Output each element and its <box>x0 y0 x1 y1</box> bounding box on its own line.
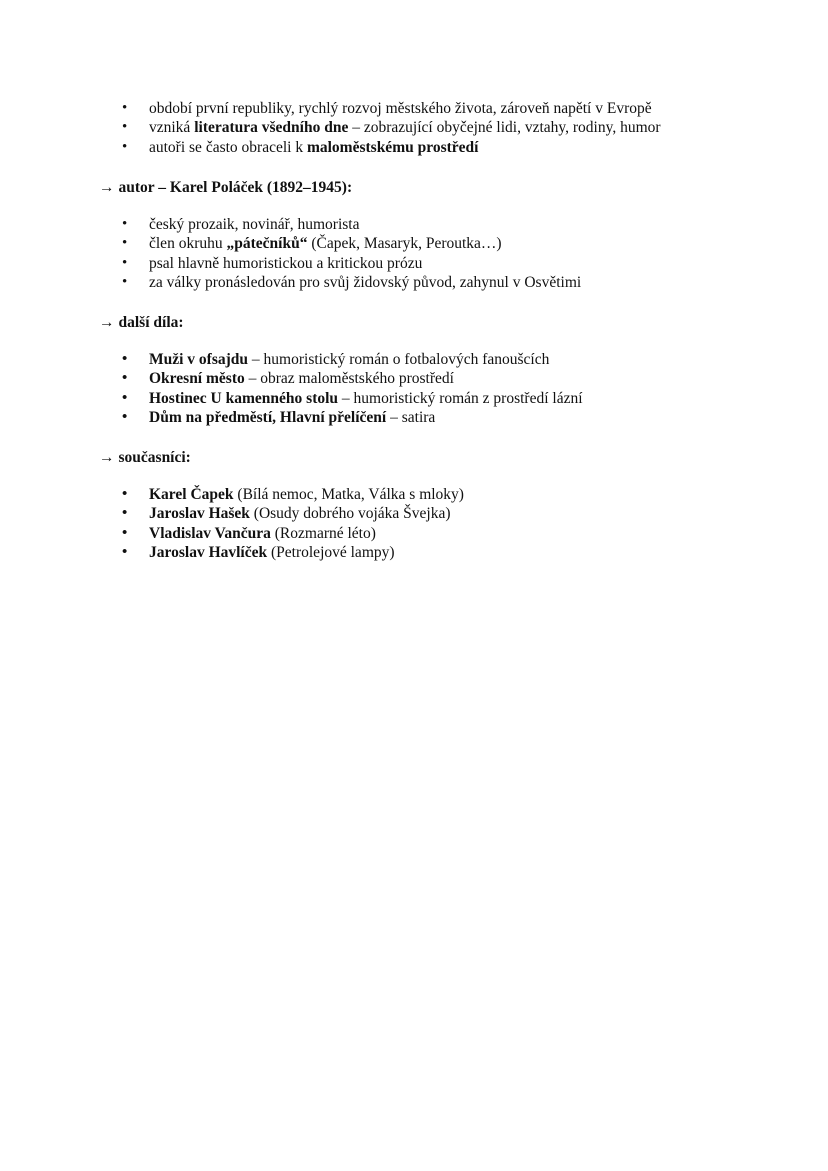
bold-text: Okresní město <box>149 370 245 388</box>
text: vzniká <box>149 119 195 137</box>
bold-text: literatura všedního dne <box>194 119 349 137</box>
arrow-icon: → <box>99 449 115 466</box>
list-item <box>122 543 464 562</box>
bold-text: Karel Čapek <box>149 486 234 503</box>
list-item <box>122 504 464 523</box>
list-item <box>122 524 464 543</box>
section-heading-works <box>99 313 184 332</box>
text: – satira <box>386 408 436 426</box>
arrow-icon: → <box>99 179 115 196</box>
contemporaries-list <box>122 485 464 562</box>
text: období první republiky, rychlý rozvoj městského života, zároveň napětí v Evropě <box>149 100 652 117</box>
text: (Bílá nemoc, Matka, Válka s mloky) <box>233 486 464 503</box>
works-heading-text: další díla: <box>118 314 184 331</box>
bold-text: Dům na předměstí, Hlavní přelíčení <box>149 408 387 426</box>
text: (Petrolejové lampy) <box>267 543 395 561</box>
list-item <box>122 273 581 292</box>
section-heading-contemporaries <box>99 448 191 467</box>
list-item <box>122 138 661 157</box>
bold-text: maloměstskému prostředí <box>306 138 479 156</box>
text: – humoristický román z prostředí lázní <box>338 389 583 407</box>
bold-text: Muži v ofsajdu <box>149 351 249 368</box>
text: – obraz maloměstského prostředí <box>244 370 454 388</box>
works-list <box>122 350 583 427</box>
bold-text: Hostinec U kamenného stolu <box>149 389 339 407</box>
section-heading-author <box>99 178 352 197</box>
text: (Rozmarné léto) <box>270 524 376 542</box>
bold-text: „pátečníků“ <box>226 235 308 253</box>
intro-list <box>122 99 661 157</box>
list-item <box>122 408 583 427</box>
list-item <box>122 234 581 253</box>
text: – zobrazující obyčejné lidi, vztahy, rodiny, humor <box>348 119 661 137</box>
author-heading-text: autor – Karel Poláček (1892–1945): <box>118 179 353 196</box>
list-item <box>122 118 661 137</box>
text: psal hlavně humoristickou a kritickou prózu <box>149 254 423 272</box>
list-item <box>122 254 581 273</box>
author-list <box>122 215 581 292</box>
bold-text: Jaroslav Havlíček <box>149 543 268 561</box>
list-item <box>122 389 583 408</box>
text: – humoristický román o fotbalových fanoušcích <box>248 351 550 368</box>
text: za války pronásledován pro svůj židovský původ, zahynul v Osvětimi <box>149 273 582 291</box>
list-item <box>122 99 661 118</box>
list-item <box>122 350 583 369</box>
text: člen okruhu <box>149 235 227 253</box>
arrow-icon: → <box>99 314 115 331</box>
contemporaries-heading-text: současníci: <box>118 449 191 466</box>
list-item <box>122 369 583 388</box>
list-item <box>122 485 464 504</box>
bold-text: Vladislav Vančura <box>149 524 271 542</box>
text: (Osudy dobrého vojáka Švejka) <box>249 505 451 523</box>
text: autoři se často obraceli k <box>149 138 307 156</box>
bold-text: Jaroslav Hašek <box>149 505 250 523</box>
text: (Čapek, Masaryk, Peroutka…) <box>307 235 502 253</box>
list-item <box>122 215 581 234</box>
text: český prozaik, novinář, humorista <box>149 216 360 233</box>
